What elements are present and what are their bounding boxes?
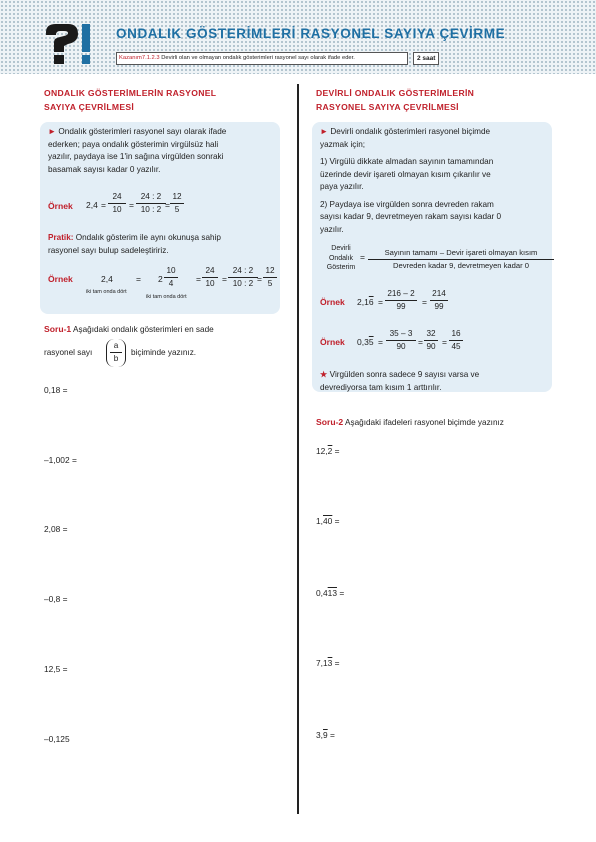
step1-line1: 1) Virgülü dikkate almadan sayının tamamından <box>320 157 494 166</box>
equals-sign: = <box>378 337 383 347</box>
example-label: Örnek <box>320 297 345 307</box>
right-section-title-line2: RASYONEL SAYIYA ÇEVRİLMESİ <box>316 102 459 112</box>
left-section-title-line1: ONDALIK GÖSTERİMLERİN RASYONEL <box>44 88 217 98</box>
ex2-lhs: 2,4 <box>101 274 113 284</box>
right-ex2-fraction-2: $\frac{32}{90}$ <box>424 329 438 352</box>
kazanim-box <box>116 52 408 65</box>
column-divider <box>297 84 299 814</box>
question-1-line3: biçiminde yazınız. <box>131 348 197 357</box>
ex1-fraction-1: $\frac{24}{10}$ <box>108 192 126 215</box>
equals-sign: = <box>136 274 141 284</box>
step1-line2: üzerinde devir işareti olmayan kısım çıkarılır ve <box>320 169 491 179</box>
equals-sign: = <box>378 297 383 307</box>
ex1-fraction-3: $\frac{12}{5}$ <box>170 192 184 215</box>
right-item-3[interactable]: 0,413 = <box>316 588 345 598</box>
question-exclamation-logo-icon <box>42 22 94 66</box>
question-1-line2: rasyonel sayı <box>44 348 93 357</box>
ex1-fraction-2: $\frac{24 : 2}{10 : 2}$ <box>136 192 166 215</box>
pratik-line2: rasyonel sayı bulup sadeleştiririz. <box>48 245 169 255</box>
right-ex1-lhs: 2,16 <box>357 297 374 307</box>
equals-sign: = <box>257 274 262 284</box>
ex2-fraction-1: $\frac{10}{4}$ <box>164 266 178 289</box>
ex2-note-2: iki tam onda dört <box>146 294 187 300</box>
ex2-fraction-2: $\frac{24}{10}$ <box>202 266 218 289</box>
left-item-5[interactable]: 12,5 = <box>44 664 68 674</box>
right-item-5[interactable]: 3,9 = <box>316 730 335 740</box>
left-section-title <box>44 86 216 114</box>
question-2-text: Aşağıdaki ifadeleri rasyonel biçimde yazınız <box>343 418 504 427</box>
equals-sign: = <box>222 274 227 284</box>
right-info-text <box>320 126 548 236</box>
example-label: Örnek <box>48 274 73 284</box>
question-2-line <box>316 417 504 427</box>
equals-sign: = <box>442 337 447 347</box>
right-section-title-line1: DEVİRLİ ONDALIK GÖSTERİMLERİN <box>316 88 475 98</box>
left-item-1[interactable]: 0,18 = <box>44 385 68 395</box>
step2-line2: sayısı kadar 9, devretmeyen rakam sayısı kadar 0 <box>320 212 502 221</box>
example-label: Örnek <box>320 337 345 347</box>
pratik-label: Pratik: <box>48 233 74 242</box>
left-section-title-line2: SAYIYA ÇEVRİLMESİ <box>44 102 135 112</box>
star-icon: ★ <box>320 370 328 379</box>
pointer-icon: ► <box>48 127 57 136</box>
duration-badge: 2 saat <box>413 52 439 65</box>
left-item-4[interactable]: –0,8 = <box>44 594 68 604</box>
right-info-line2: yazmak için; <box>320 139 366 149</box>
question-1-ab-fraction: $\frac{a}{b}$ <box>110 341 122 364</box>
left-item-3[interactable]: 2,08 = <box>44 524 68 534</box>
ex2-note-1: iki tam onda dört <box>86 289 127 295</box>
question-2-label: Soru-2 <box>316 417 344 427</box>
page-title: ONDALIK GÖSTERİMLERİ RASYONEL SAYIYA ÇEVİRME <box>116 26 506 41</box>
kazanim-text: Devirli olan ve olmayan ondalık gösterimleri rasyonel sayı olarak ifade eder. <box>159 55 355 61</box>
right-ex2-lhs: 0,35 <box>357 337 374 347</box>
right-item-4[interactable]: 7,13 = <box>316 658 340 668</box>
right-note-line2: devrediyorsa tam kısım 1 arttırılır. <box>320 382 442 392</box>
left-info-line3: yazılır, paydaya ise 1'in sağına virgülden sonraki <box>48 152 224 161</box>
page-header <box>0 0 596 74</box>
equals-sign: = <box>165 200 170 210</box>
left-info-text <box>48 126 278 176</box>
left-item-6[interactable]: –0,125 <box>44 734 70 744</box>
step2-line3: yazılır. <box>320 224 344 234</box>
equals-sign: = <box>418 337 423 347</box>
step1-line3: paya yazılır. <box>320 182 364 191</box>
right-note-line1: Virgülden sonra sadece 9 sayısı varsa ve <box>329 370 480 379</box>
pratik-text <box>48 232 278 257</box>
right-info-line1: Devirli ondalık gösterimleri rasyonel biçimde <box>330 127 491 136</box>
equals-sign: = <box>422 297 427 307</box>
right-item-2[interactable]: 1,40 = <box>316 516 340 526</box>
left-info-line1: Ondalık gösterimleri rasyonel sayı olarak ifade <box>58 127 227 136</box>
pratik-line1: Ondalık gösterim ile aynı okunuşa sahip <box>73 233 221 242</box>
right-ex2-fraction-1: $\frac{35 - 3}{90}$ <box>386 329 416 352</box>
kazanim-label: Kazanım7.1.2.3 <box>119 55 160 61</box>
right-section-title <box>316 86 474 114</box>
equals-sign: = <box>360 252 365 262</box>
example-label: Örnek <box>48 201 73 211</box>
right-note <box>320 369 548 394</box>
step2-line1: 2) Paydaya ise virgülden sonra devreden rakam <box>320 199 494 209</box>
question-1-line1 <box>44 324 214 334</box>
question-1-label: Soru-1 <box>44 324 72 334</box>
equals-sign: = <box>101 200 106 210</box>
formula-lhs: Devirli Ondalık Gösterim <box>326 245 356 271</box>
formula-fraction: Sayının tamamı – Devir işareti olmayan kısım Devreden kadar 9, devretmeyen kadar 0 <box>368 248 554 271</box>
pointer-icon: ► <box>320 127 329 136</box>
left-info-line4: basamak sayısı kadar 0 yazılır. <box>48 164 161 174</box>
left-item-2[interactable]: –1,002 = <box>44 455 77 465</box>
right-ex1-fraction-1: $\frac{216 - 2}{99}$ <box>385 289 417 312</box>
ex2-whole: 2 <box>158 274 163 284</box>
equals-sign: = <box>196 274 201 284</box>
left-info-line2: ederken; paya ondalık gösterimin virgülsüz hali <box>48 139 219 149</box>
right-ex2-fraction-3: $\frac{16}{45}$ <box>449 329 463 352</box>
right-ex1-fraction-2: $\frac{214}{99}$ <box>430 289 448 312</box>
ex1-lhs: 2,4 <box>86 200 98 210</box>
equals-sign: = <box>129 200 134 210</box>
question-1-text: Aşağıdaki ondalık gösterimleri en sade <box>71 325 214 334</box>
right-item-1[interactable]: 12,2 = <box>316 446 340 456</box>
ex2-fraction-4: $\frac{12}{5}$ <box>263 266 277 289</box>
ex2-fraction-3: $\frac{24 : 2}{10 : 2}$ <box>228 266 258 289</box>
